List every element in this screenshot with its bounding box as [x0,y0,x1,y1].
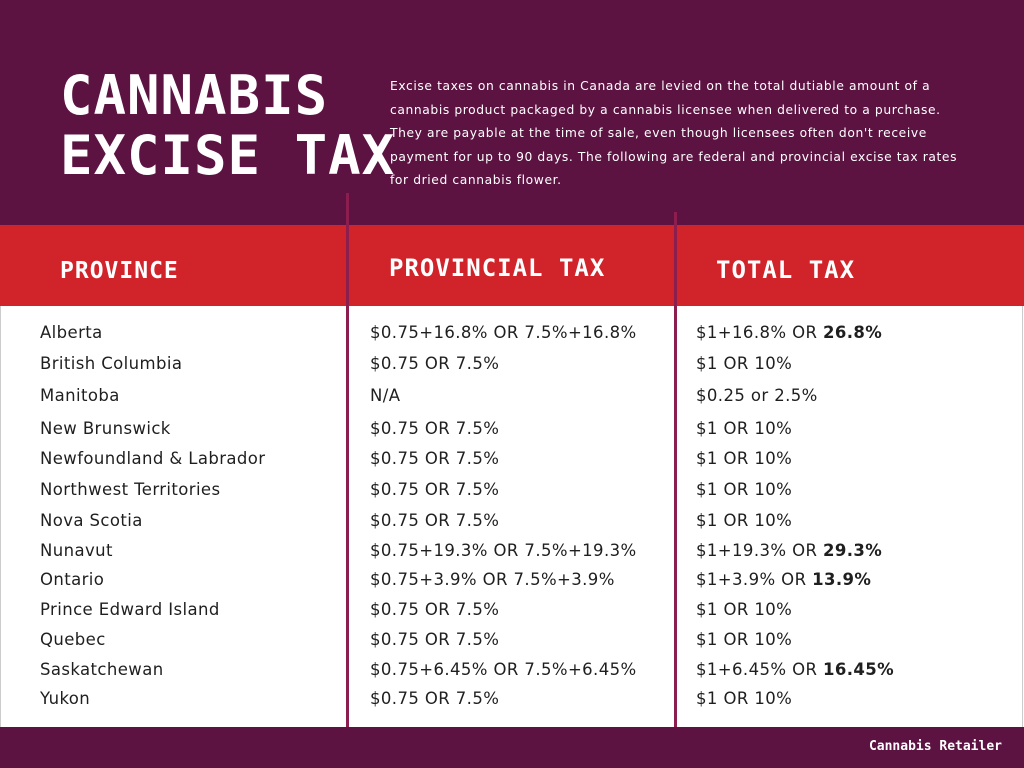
total-tax-cell [696,353,792,375]
provincial-tax-cell: N/A [370,386,401,405]
total-tax-text: $1 OR 10% [696,600,793,619]
table-row [0,385,1024,407]
total-tax-text: $1 OR 10% [696,419,793,438]
province-cell: Ontario [40,570,105,589]
province-cell: Saskatchewan [40,660,164,679]
total-tax-cell [696,599,792,621]
table-row [0,540,1024,562]
total-tax-cell [696,540,882,562]
table-row [0,322,1024,344]
brand-name: Cannabis Retailer [868,739,1002,754]
total-tax-cell [696,569,871,591]
provincial-tax-cell: $0.75 OR 7.5% [370,689,500,708]
title-line-1: CANNABIS [60,64,329,127]
table-row [0,629,1024,651]
province-cell: Yukon [40,689,91,708]
total-tax-text: $0.25 or 2.5% [696,386,818,405]
total-tax-cell [696,629,792,651]
provincial-tax-cell: $0.75 OR 7.5% [370,449,500,468]
provincial-tax-cell: $0.75 OR 7.5% [370,354,500,373]
total-tax-cell [696,448,792,470]
province-cell: Newfoundland & Labrador [40,449,266,468]
province-cell: British Columbia [40,354,183,373]
total-tax-bold-value: 26.8% [822,323,883,342]
provincial-tax-cell: $0.75+19.3% OR 7.5%+19.3% [370,541,637,560]
title-line-2: EXCISE TAX [60,124,396,187]
total-tax-text: $1 OR 10% [696,689,793,708]
column-divider-1 [346,193,349,727]
province-cell: Manitoba [40,386,120,405]
provincial-tax-cell: $0.75+3.9% OR 7.5%+3.9% [370,570,615,589]
province-cell: Quebec [40,630,106,649]
total-tax-bold-value: 16.45% [822,660,895,679]
intro-paragraph: Excise taxes on cannabis in Canada are levied on the total dutiable amount of a cannabis product packaged by a cannabis licensee when delivered to a purchase. They are payable at the time of sale, even though licensees often don't receive payment for up to 90 days. The following are federal and provincial excise tax rates for dried cannabis flower. [390,79,958,187]
total-tax-text: $1 OR 10% [696,354,793,373]
province-cell: New Brunswick [40,419,171,438]
column-header-provincial-tax: PROVINCIAL TAX [389,254,606,282]
table-row [0,353,1024,375]
province-cell: Alberta [40,323,103,342]
total-tax-cell [696,479,792,501]
table-row [0,688,1024,710]
total-tax-bold-value: 13.9% [812,570,872,589]
table-row [0,448,1024,470]
footer-bar [0,727,1024,768]
column-header-province: PROVINCE [60,258,179,284]
total-tax-cell [696,322,882,344]
total-tax-text: $1+6.45% OR [696,660,823,679]
provincial-tax-cell: $0.75 OR 7.5% [370,511,500,530]
table-row [0,659,1024,681]
total-tax-text: $1 OR 10% [696,480,793,499]
province-cell: Nova Scotia [40,511,143,530]
table-row [0,569,1024,591]
table-row [0,418,1024,440]
total-tax-text: $1 OR 10% [696,449,793,468]
provincial-tax-cell: $0.75 OR 7.5% [370,419,500,438]
provincial-tax-cell: $0.75 OR 7.5% [370,630,500,649]
column-header-total-tax: TOTAL TAX [716,256,856,284]
table-row [0,510,1024,532]
province-cell: Prince Edward Island [40,600,220,619]
total-tax-cell [696,418,792,440]
total-tax-cell [696,510,792,532]
total-tax-text: $1+3.9% OR [696,570,813,589]
provincial-tax-cell: $0.75 OR 7.5% [370,480,500,499]
column-divider-2 [674,212,677,727]
province-cell: Northwest Territories [40,480,221,499]
total-tax-text: $1 OR 10% [696,511,793,530]
total-tax-cell [696,659,894,681]
total-tax-text: $1 OR 10% [696,630,793,649]
provincial-tax-cell: $0.75+6.45% OR 7.5%+6.45% [370,660,637,679]
provincial-tax-cell: $0.75+16.8% OR 7.5%+16.8% [370,323,637,342]
total-tax-cell [696,385,818,407]
total-tax-text: $1+16.8% OR [696,323,823,342]
table-row [0,479,1024,501]
total-tax-text: $1+19.3% OR [696,541,823,560]
total-tax-cell [696,688,792,710]
table-row [0,599,1024,621]
total-tax-bold-value: 29.3% [822,541,883,560]
province-cell: Nunavut [40,541,113,560]
provincial-tax-cell: $0.75 OR 7.5% [370,600,500,619]
